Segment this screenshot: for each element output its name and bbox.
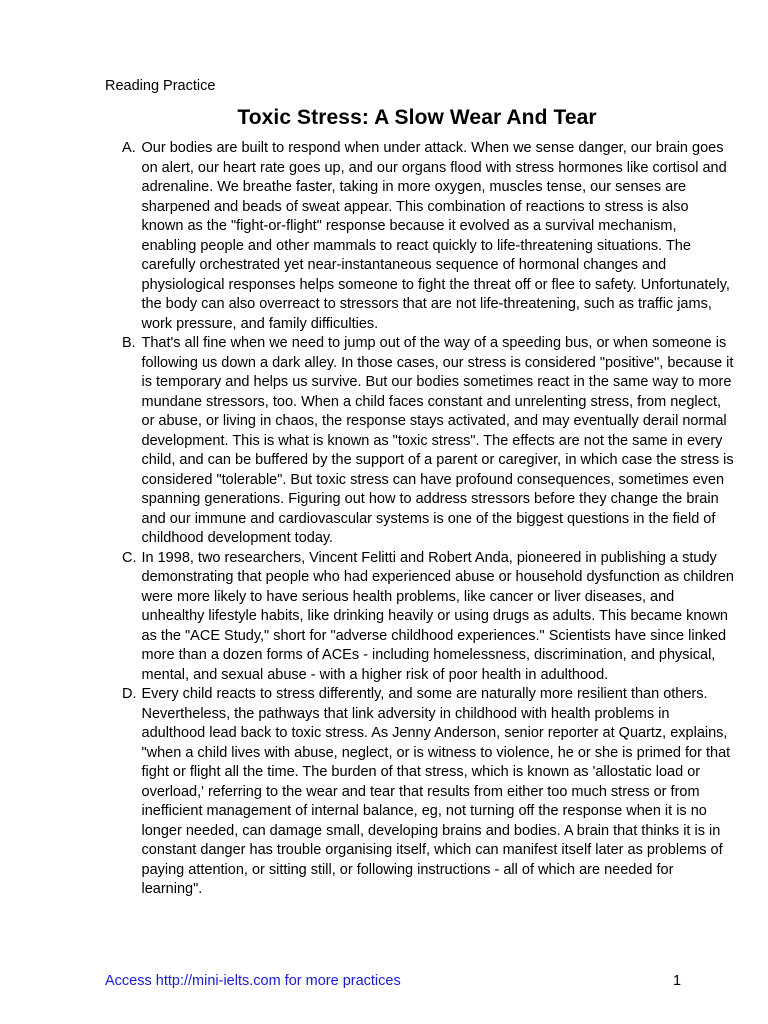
paragraph-a (122, 139, 734, 334)
paragraph-marker: A. (122, 140, 136, 156)
page-number: 1 (673, 973, 682, 989)
paragraph-b (122, 334, 734, 549)
header-label: Reading Practice (105, 78, 216, 94)
paragraph-list (122, 139, 734, 900)
paragraph-marker: B. (122, 335, 136, 351)
paragraph-d (122, 685, 734, 900)
document-title: Toxic Stress: A Slow Wear And Tear (237, 106, 597, 129)
paragraph-text: In 1998, two researchers, Vincent Felitti and Robert Anda, pioneered in publishing a study demonstrating that people who had experienced abuse or household dysfunction as children were more likely to have serious health problems, like cancer or liver diseases, and unhealthy lifestyle habits, like drinking heavily or using drugs as adults. This became known as the "ACE Study," short for "adverse childhood experiences." Scientists have since linked more than a dozen forms of ACEs - including homelessness, discrimination, and physical, mental, and sexual abuse - with a higher risk of poor health in adulthood. (141, 549, 734, 683)
footer-link[interactable]: Access http://mini-ielts.com for more practices (105, 973, 401, 989)
paragraph-c (122, 549, 734, 686)
paragraph-marker: D. (122, 686, 137, 702)
paragraph-text: Every child reacts to stress differently, and some are naturally more resilient than others. Nevertheless, the pathways that link adversity in childhood with health problems in adulthood lead back to toxic stress. As Jenny Anderson, senior reporter at Quartz, explains, "when a child lives with abuse, neglect, or is witness to violence, he or she is primed for that fight or flight all the time. The burden of that stress, which is known as 'allostatic load or overload,' referring to the wear and tear that results from either too much stress or from inefficient management of internal balance, eg, not turning off the response when it is no longer needed, can damage small, developing brains and bodies. A brain that thinks it is in constant danger has trouble organising itself, which can manifest itself later as problems of paying attention, or sitting still, or following instructions - all of which are needed for learning". (141, 686, 731, 897)
paragraph-text: Our bodies are built to respond when under attack. When we sense danger, our brain goes on alert, our heart rate goes up, and our organs flood with stress hormones like cortisol and adrenaline. We breathe faster, taking in more oxygen, muscles tense, our senses are sharpened and beads of sweat appear. This combination of reactions to stress is also known as the "fight-or-flight" response because it evolved as a survival mechanism, enabling people and other mammals to react quickly to life-threatening situations. The carefully orchestrated yet near-instantaneous sequence of hormonal changes and physiological responses helps someone to fight the threat off or flee to safety. Unfortunately, the body can also overreact to stressors that are not life-threatening, such as traffic jams, work pressure, and family difficulties. (141, 140, 730, 332)
paragraph-text: That's all fine when we need to jump out of the way of a speeding bus, or when someone is following us down a dark alley. In those cases, our stress is considered "positive", because it is temporary and helps us survive. But our bodies sometimes react in the same way to more mundane stressors, too. When a child faces constant and unrelenting stress, from neglect, or abuse, or living in chaos, the response stays activated, and may eventually derail normal development. This is what is known as "toxic stress". The effects are not the same in every child, and can be buffered by the support of a parent or caregiver, in which case the stress is considered "tolerable". But toxic stress can have profound consequences, sometimes even spanning generations. Figuring out how to address stressors before they change the brain and our immune and cardiovascular systems is one of the biggest questions in the field of childhood development today. (141, 335, 734, 546)
paragraph-marker: C. (122, 549, 137, 566)
